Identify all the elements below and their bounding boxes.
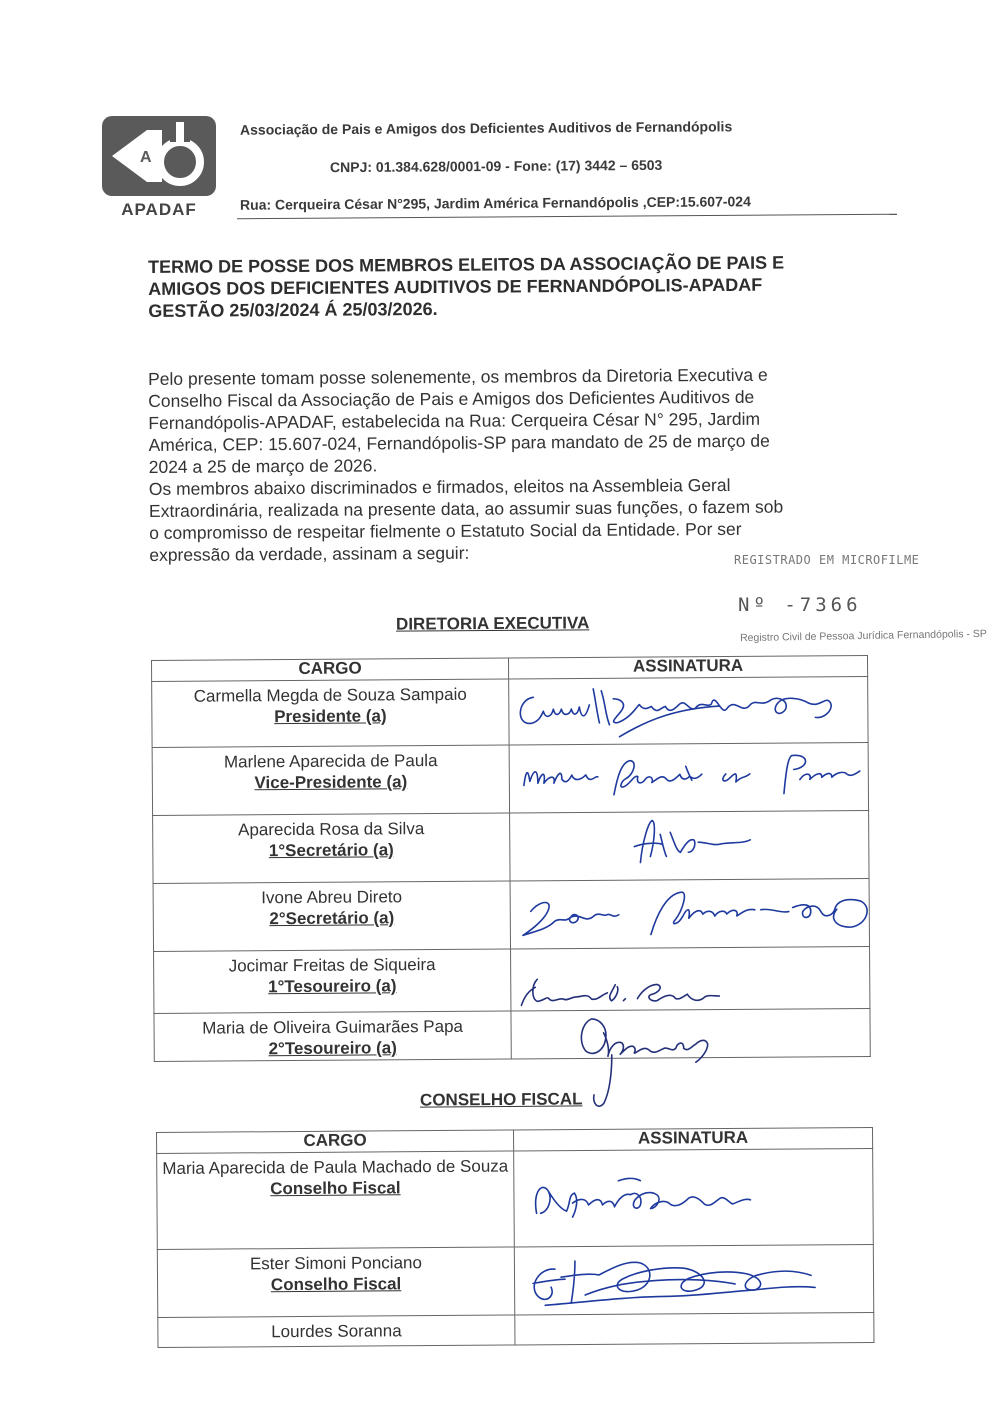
cargo-cell (153, 813, 510, 883)
signature-cell (511, 1008, 870, 1059)
signature-image (510, 743, 869, 814)
body-paragraph (148, 363, 869, 566)
table-row (157, 1148, 874, 1249)
body-line: Pelo presente tomam posse solenemente, os membros da Diretoria Executiva e (148, 364, 768, 389)
cargo-cell (157, 1151, 515, 1249)
table-row (154, 946, 870, 1013)
apadaf-logo (100, 116, 218, 219)
member-role: Presidente (a) (274, 706, 387, 727)
col-cargo: CARGO (157, 1130, 514, 1153)
cargo-cell (157, 1247, 514, 1317)
cnpj-phone: CNPJ: 01.384.628/0001-09 - Fone: (17) 3442 – 6503 (329, 156, 663, 176)
table-row (153, 878, 869, 951)
conselho-heading: CONSELHO FISCAL (419, 1089, 583, 1110)
title-line: TERMO DE POSSE DOS MEMBROS ELEITOS DA ASSOCIAÇÃO DE PAIS E (148, 252, 785, 277)
table-row (157, 1244, 873, 1317)
header-divider (237, 214, 897, 220)
signature-cell (515, 1312, 874, 1345)
conselho-table (156, 1127, 874, 1348)
member-name: Ivone Abreu Direto (261, 887, 403, 908)
body-line: o compromisso de respeitar fielmente o Estatuto Social da Entidade. Por ser (149, 518, 742, 543)
member-name: Ester Simoni Ponciano (249, 1253, 422, 1274)
member-name: Carmella Megda de Souza Sampaio (193, 684, 467, 706)
signature-image (514, 1149, 874, 1248)
document-title (148, 251, 868, 322)
title-line: AMIGOS DOS DEFICIENTES AUDITIVOS DE FERNANDÓPOLIS-APADAF (148, 274, 763, 299)
member-name: Maria de Oliveira Guimarães Papa (202, 1016, 464, 1038)
microfilm-stamp: REGISTRADO EM MICROFILME (734, 553, 920, 567)
signature-cell (514, 1244, 873, 1315)
member-role: Conselho Fiscal (270, 1274, 402, 1295)
body-line: América, CEP: 15.607-024, Fernandópolis-SP para mandato de 25 de março de (148, 430, 770, 455)
association-name: Associação de Pais e Amigos dos Deficientes Auditivos de Fernandópolis (239, 118, 733, 138)
body-line: 2024 a 25 de março de 2026. (148, 455, 378, 477)
body-line: Os membros abaixo discriminados e firmados, eleitos na Assembleia Geral (148, 474, 731, 499)
body-line: Extraordinária, realizada na presente data, ao assumir suas funções, o fazem sob (148, 496, 784, 521)
registry-number-value: -7366 (784, 594, 862, 616)
table-row (152, 742, 868, 815)
body-line: Conselho Fiscal da Associação de Pais e Amigos dos Deficientes Auditivos de (148, 386, 755, 411)
table-row (152, 676, 868, 747)
member-role: Vice-Presidente (a) (254, 772, 408, 793)
cargo-cell (152, 679, 509, 747)
registry-number-label: Nº (738, 594, 769, 616)
signature-cell (510, 878, 869, 949)
signature-image (511, 879, 891, 950)
member-name: Lourdes Soranna (271, 1321, 402, 1342)
signature-cell (514, 1148, 874, 1247)
signature-image (511, 947, 870, 1012)
signature-image (515, 1245, 874, 1316)
col-cargo: CARGO (152, 658, 509, 681)
registry-number (738, 594, 862, 616)
member-role: 2°Secretário (a) (269, 908, 395, 929)
member-role: 2°Tesoureiro (a) (268, 1038, 397, 1059)
cargo-cell (154, 1011, 511, 1061)
cargo-cell (152, 745, 509, 815)
signature-cell (509, 742, 868, 813)
logo-text: APADAF (121, 200, 197, 219)
member-role: Conselho Fiscal (270, 1178, 401, 1199)
signature-cell (511, 946, 870, 1011)
cargo-cell (154, 949, 511, 1013)
cargo-cell (153, 881, 510, 951)
registry-office: Registro Civil de Pessoa Jurídica Fernandópolis - SP (739, 627, 987, 645)
signature-image (510, 811, 869, 882)
col-assinatura: ASSINATURA (513, 1127, 872, 1151)
cargo-cell (158, 1315, 515, 1347)
member-name: Aparecida Rosa da Silva (238, 819, 425, 840)
signature-cell (509, 676, 868, 745)
member-role: 1°Secretário (a) (268, 840, 394, 861)
signature-image (511, 1009, 871, 1132)
table-row (154, 1008, 870, 1061)
table-row (153, 810, 869, 883)
member-name: Maria Aparecida de Paula Machado de Souza (162, 1156, 509, 1178)
ear-logo-icon (102, 116, 216, 196)
member-name: Jocimar Freitas de Siqueira (228, 955, 436, 976)
signature-cell (510, 810, 869, 881)
title-line: GESTÃO 25/03/2024 Á 25/03/2026. (148, 298, 438, 321)
member-name: Marlene Aparecida de Paula (223, 751, 438, 772)
table-row (158, 1312, 874, 1347)
svg-text:A: A (140, 149, 152, 166)
member-role: 1°Tesoureiro (a) (268, 976, 397, 997)
body-line: Fernandópolis-APADAF, estabelecida na Rua: Cerqueira César N° 295, Jardim (148, 408, 761, 433)
diretoria-table (151, 655, 871, 1062)
signature-image (509, 677, 868, 746)
body-line: expressão da verdade, assinam a seguir: (149, 542, 470, 565)
col-assinatura: ASSINATURA (508, 655, 867, 679)
address: Rua: Cerqueira César N°295, Jardim América Fernandópolis ,CEP:15.607-024 (239, 193, 751, 213)
diretoria-heading: DIRETORIA EXECUTIVA (395, 613, 590, 634)
